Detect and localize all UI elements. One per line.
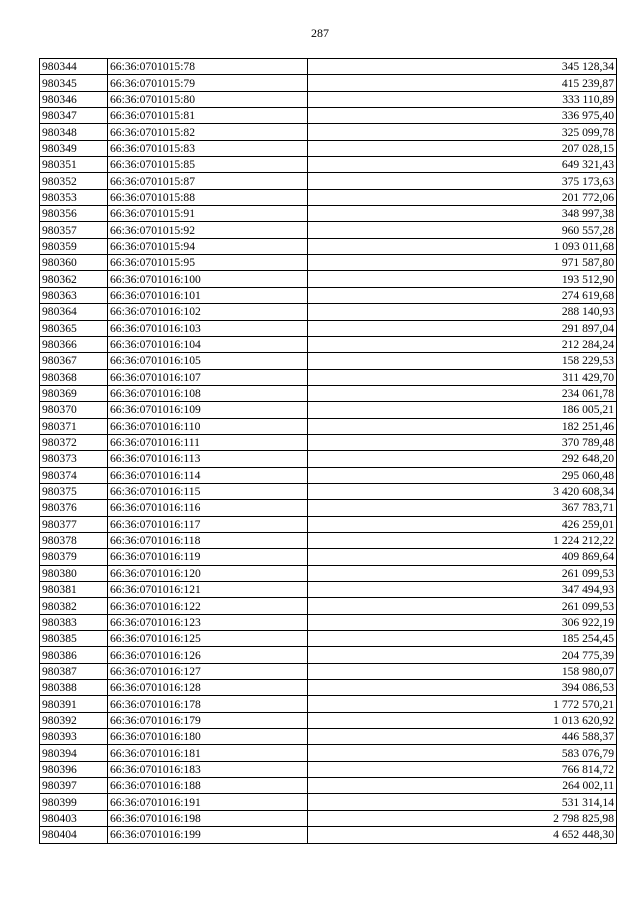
row-id-cell: 980375	[40, 483, 108, 499]
cadastral-number-cell: 66:36:0701015:87	[108, 173, 308, 189]
cadastral-number-cell: 66:36:0701016:119	[108, 549, 308, 565]
row-id-cell: 980392	[40, 712, 108, 728]
table-row	[40, 369, 617, 385]
row-id-cell: 980403	[40, 810, 108, 826]
cadastral-number-cell: 66:36:0701016:105	[108, 353, 308, 369]
row-id-cell: 980359	[40, 238, 108, 254]
row-id-cell: 980386	[40, 647, 108, 663]
cadastral-number-cell: 66:36:0701016:104	[108, 336, 308, 352]
cadastral-number-cell: 66:36:0701015:78	[108, 59, 308, 75]
row-id-cell: 980353	[40, 189, 108, 205]
table-row	[40, 712, 617, 728]
table-row	[40, 663, 617, 679]
cadastral-number-cell: 66:36:0701016:127	[108, 663, 308, 679]
cadastral-number-cell: 66:36:0701016:114	[108, 467, 308, 483]
table-row	[40, 483, 617, 499]
cadastral-number-cell: 66:36:0701015:94	[108, 238, 308, 254]
row-id-cell: 980366	[40, 336, 108, 352]
cadastral-value-cell: 394 086,53	[308, 680, 617, 696]
table-row	[40, 287, 617, 303]
cadastral-value-cell: 274 619,68	[308, 287, 617, 303]
table-row	[40, 304, 617, 320]
row-id-cell: 980383	[40, 614, 108, 630]
cadastral-value-cell: 204 775,39	[308, 647, 617, 663]
cadastral-number-cell: 66:36:0701016:116	[108, 500, 308, 516]
row-id-cell: 980374	[40, 467, 108, 483]
cadastral-value-cell: 185 254,45	[308, 631, 617, 647]
table-row	[40, 238, 617, 254]
cadastral-number-cell: 66:36:0701016:125	[108, 631, 308, 647]
cadastral-value-cell: 306 922,19	[308, 614, 617, 630]
cadastral-value-cell: 426 259,01	[308, 516, 617, 532]
row-id-cell: 980346	[40, 91, 108, 107]
table-row	[40, 255, 617, 271]
row-id-cell: 980357	[40, 222, 108, 238]
table-row	[40, 451, 617, 467]
cadastral-value-cell: 649 321,43	[308, 157, 617, 173]
table-row	[40, 108, 617, 124]
table-row	[40, 173, 617, 189]
table-row	[40, 157, 617, 173]
table-row	[40, 565, 617, 581]
cadastral-number-cell: 66:36:0701016:180	[108, 729, 308, 745]
cadastral-value-cell: 347 494,93	[308, 582, 617, 598]
row-id-cell: 980385	[40, 631, 108, 647]
cadastral-number-cell: 66:36:0701016:109	[108, 402, 308, 418]
cadastral-value-cell: 311 429,70	[308, 369, 617, 385]
cadastral-number-cell: 66:36:0701016:103	[108, 320, 308, 336]
cadastral-number-cell: 66:36:0701015:88	[108, 189, 308, 205]
cadastral-number-cell: 66:36:0701016:128	[108, 680, 308, 696]
cadastral-number-cell: 66:36:0701016:199	[108, 827, 308, 843]
row-id-cell: 980404	[40, 827, 108, 843]
table-row	[40, 467, 617, 483]
row-id-cell: 980356	[40, 206, 108, 222]
cadastral-number-cell: 66:36:0701016:179	[108, 712, 308, 728]
cadastral-value-cell: 409 869,64	[308, 549, 617, 565]
table-row	[40, 75, 617, 91]
cadastral-number-cell: 66:36:0701016:126	[108, 647, 308, 663]
cadastral-number-cell: 66:36:0701015:81	[108, 108, 308, 124]
cadastral-number-cell: 66:36:0701016:117	[108, 516, 308, 532]
table-row	[40, 336, 617, 352]
cadastral-number-cell: 66:36:0701015:80	[108, 91, 308, 107]
cadastral-value-cell: 201 772,06	[308, 189, 617, 205]
row-id-cell: 980393	[40, 729, 108, 745]
cadastral-value-cell: 4 652 448,30	[308, 827, 617, 843]
cadastral-number-cell: 66:36:0701015:85	[108, 157, 308, 173]
row-id-cell: 980364	[40, 304, 108, 320]
table-row	[40, 680, 617, 696]
table-row	[40, 549, 617, 565]
row-id-cell: 980352	[40, 173, 108, 189]
table-row	[40, 91, 617, 107]
cadastral-value-cell: 348 997,38	[308, 206, 617, 222]
cadastral-value-cell: 1 013 620,92	[308, 712, 617, 728]
row-id-cell: 980363	[40, 287, 108, 303]
table-row	[40, 402, 617, 418]
cadastral-value-cell: 1 772 570,21	[308, 696, 617, 712]
cadastral-value-cell: 158 980,07	[308, 663, 617, 679]
cadastral-number-cell: 66:36:0701015:92	[108, 222, 308, 238]
row-id-cell: 980360	[40, 255, 108, 271]
table-row	[40, 385, 617, 401]
table-row	[40, 59, 617, 75]
table-row	[40, 124, 617, 140]
cadastral-number-cell: 66:36:0701016:188	[108, 778, 308, 794]
cadastral-number-cell: 66:36:0701016:181	[108, 745, 308, 761]
cadastral-value-cell: 1 224 212,22	[308, 532, 617, 548]
row-id-cell: 980370	[40, 402, 108, 418]
cadastral-value-cell: 193 512,90	[308, 271, 617, 287]
cadastral-number-cell: 66:36:0701016:102	[108, 304, 308, 320]
row-id-cell: 980368	[40, 369, 108, 385]
cadastral-number-cell: 66:36:0701016:183	[108, 761, 308, 777]
cadastral-value-cell: 261 099,53	[308, 565, 617, 581]
cadastral-number-cell: 66:36:0701016:122	[108, 598, 308, 614]
cadastral-number-cell: 66:36:0701016:107	[108, 369, 308, 385]
cadastral-value-cell: 375 173,63	[308, 173, 617, 189]
cadastral-number-cell: 66:36:0701016:191	[108, 794, 308, 810]
cadastral-value-cell: 186 005,21	[308, 402, 617, 418]
table-row	[40, 614, 617, 630]
cadastral-value-cell: 415 239,87	[308, 75, 617, 91]
cadastral-number-cell: 66:36:0701015:83	[108, 140, 308, 156]
table-row	[40, 761, 617, 777]
table-row	[40, 696, 617, 712]
table-body	[40, 59, 617, 844]
table-row	[40, 434, 617, 450]
row-id-cell: 980397	[40, 778, 108, 794]
row-id-cell: 980345	[40, 75, 108, 91]
cadastral-number-cell: 66:36:0701016:100	[108, 271, 308, 287]
row-id-cell: 980381	[40, 582, 108, 598]
row-id-cell: 980378	[40, 532, 108, 548]
cadastral-value-cell: 960 557,28	[308, 222, 617, 238]
row-id-cell: 980365	[40, 320, 108, 336]
row-id-cell: 980348	[40, 124, 108, 140]
row-id-cell: 980371	[40, 418, 108, 434]
cadastral-value-cell: 531 314,14	[308, 794, 617, 810]
table-row	[40, 745, 617, 761]
cadastral-value-cell: 295 060,48	[308, 467, 617, 483]
cadastral-value-cell: 158 229,53	[308, 353, 617, 369]
table-row	[40, 532, 617, 548]
cadastral-value-cell: 971 587,80	[308, 255, 617, 271]
row-id-cell: 980373	[40, 451, 108, 467]
table-row	[40, 500, 617, 516]
row-id-cell: 980387	[40, 663, 108, 679]
cadastral-value-cell: 446 588,37	[308, 729, 617, 745]
table-row	[40, 271, 617, 287]
cadastral-value-cell: 212 284,24	[308, 336, 617, 352]
table-row	[40, 631, 617, 647]
table-row	[40, 729, 617, 745]
row-id-cell: 980351	[40, 157, 108, 173]
row-id-cell: 980391	[40, 696, 108, 712]
table-row	[40, 189, 617, 205]
row-id-cell: 980399	[40, 794, 108, 810]
row-id-cell: 980376	[40, 500, 108, 516]
cadastral-value-cell: 182 251,46	[308, 418, 617, 434]
cadastral-value-cell: 264 002,11	[308, 778, 617, 794]
cadastral-number-cell: 66:36:0701016:198	[108, 810, 308, 826]
row-id-cell: 980369	[40, 385, 108, 401]
table-row	[40, 206, 617, 222]
cadastral-value-cell: 288 140,93	[308, 304, 617, 320]
cadastral-value-cell: 1 093 011,68	[308, 238, 617, 254]
cadastral-value-cell: 325 099,78	[308, 124, 617, 140]
page-number: 287	[311, 26, 329, 40]
row-id-cell: 980394	[40, 745, 108, 761]
cadastral-value-cell: 583 076,79	[308, 745, 617, 761]
row-id-cell: 980396	[40, 761, 108, 777]
cadastral-value-cell: 766 814,72	[308, 761, 617, 777]
cadastral-value-cell: 336 975,40	[308, 108, 617, 124]
table-row	[40, 794, 617, 810]
table-row	[40, 140, 617, 156]
row-id-cell: 980347	[40, 108, 108, 124]
table-row	[40, 516, 617, 532]
cadastral-number-cell: 66:36:0701015:91	[108, 206, 308, 222]
cadastral-number-cell: 66:36:0701016:118	[108, 532, 308, 548]
cadastral-number-cell: 66:36:0701016:120	[108, 565, 308, 581]
row-id-cell: 980388	[40, 680, 108, 696]
cadastral-number-cell: 66:36:0701016:115	[108, 483, 308, 499]
cadastral-number-cell: 66:36:0701016:178	[108, 696, 308, 712]
row-id-cell: 980380	[40, 565, 108, 581]
cadastral-value-cell: 2 798 825,98	[308, 810, 617, 826]
table-row	[40, 598, 617, 614]
table-row	[40, 582, 617, 598]
cadastral-number-cell: 66:36:0701016:108	[108, 385, 308, 401]
table-row	[40, 222, 617, 238]
cadastral-value-cell: 261 099,53	[308, 598, 617, 614]
table-row	[40, 320, 617, 336]
cadastral-number-cell: 66:36:0701016:113	[108, 451, 308, 467]
cadastral-value-cell: 291 897,04	[308, 320, 617, 336]
cadastral-value-table	[39, 58, 617, 844]
row-id-cell: 980382	[40, 598, 108, 614]
cadastral-number-cell: 66:36:0701016:123	[108, 614, 308, 630]
row-id-cell: 980367	[40, 353, 108, 369]
cadastral-value-cell: 3 420 608,34	[308, 483, 617, 499]
cadastral-number-cell: 66:36:0701015:79	[108, 75, 308, 91]
cadastral-value-cell: 234 061,78	[308, 385, 617, 401]
cadastral-number-cell: 66:36:0701016:101	[108, 287, 308, 303]
cadastral-value-cell: 367 783,71	[308, 500, 617, 516]
row-id-cell: 980362	[40, 271, 108, 287]
row-id-cell: 980344	[40, 59, 108, 75]
row-id-cell: 980372	[40, 434, 108, 450]
cadastral-value-cell: 345 128,34	[308, 59, 617, 75]
table-row	[40, 418, 617, 434]
row-id-cell: 980349	[40, 140, 108, 156]
cadastral-value-cell: 292 648,20	[308, 451, 617, 467]
row-id-cell: 980379	[40, 549, 108, 565]
row-id-cell: 980377	[40, 516, 108, 532]
cadastral-value-cell: 207 028,15	[308, 140, 617, 156]
cadastral-number-cell: 66:36:0701015:95	[108, 255, 308, 271]
table-row	[40, 810, 617, 826]
cadastral-number-cell: 66:36:0701015:82	[108, 124, 308, 140]
cadastral-value-cell: 370 789,48	[308, 434, 617, 450]
table-row	[40, 827, 617, 843]
cadastral-number-cell: 66:36:0701016:110	[108, 418, 308, 434]
table-row	[40, 353, 617, 369]
cadastral-number-cell: 66:36:0701016:121	[108, 582, 308, 598]
table-row	[40, 778, 617, 794]
cadastral-value-cell: 333 110,89	[308, 91, 617, 107]
cadastral-number-cell: 66:36:0701016:111	[108, 434, 308, 450]
table-row	[40, 647, 617, 663]
